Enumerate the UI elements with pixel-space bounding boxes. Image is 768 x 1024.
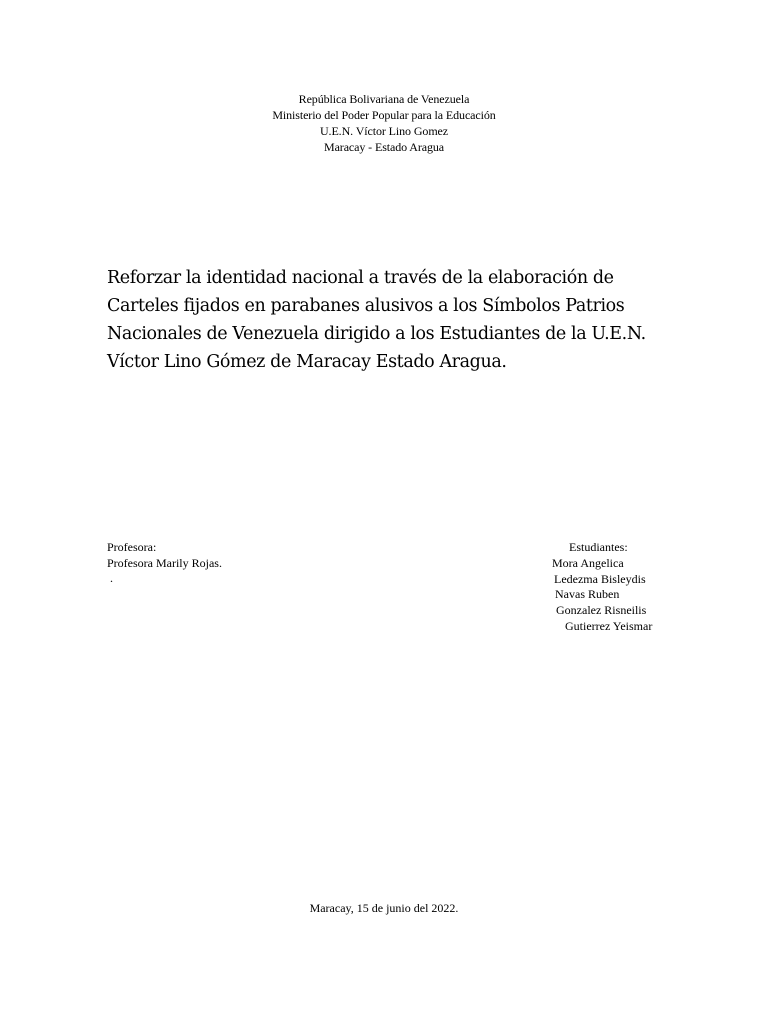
students-block: [540, 540, 700, 635]
students-label: Estudiantes:: [569, 540, 628, 554]
header-line-location: Maracay - Estado Aragua: [324, 140, 444, 154]
document-date: Maracay, 15 de junio del 2022.: [309, 901, 459, 915]
header-line-school: U.E.N. Víctor Lino Gomez: [319, 124, 449, 138]
document-title: [107, 264, 707, 376]
title-line-4: Víctor Lino Gómez de Maracay Estado Aragua.: [107, 352, 507, 372]
title-line-2: Carteles fijados en parabanes alusivos a los Símbolos Patrios: [107, 296, 625, 316]
teacher-extra: .: [110, 571, 113, 585]
student-name: Navas Ruben: [555, 587, 620, 602]
teacher-name: Profesora Marily Rojas.: [107, 555, 222, 570]
title-line-1: Reforzar la identidad nacional a través de la elaboración de: [107, 268, 614, 288]
header-line-ministry: Ministerio del Poder Popular para la Educación: [272, 108, 496, 122]
teacher-label: Profesora:: [107, 540, 157, 554]
student-name: Ledezma Bisleydis: [554, 571, 646, 586]
institution-header: [0, 91, 768, 155]
student-name: Gonzalez Risneilis: [556, 603, 647, 618]
title-line-3: Nacionales de Venezuela dirigido a los Estudiantes de la U.E.N.: [107, 324, 646, 344]
header-line-republic: República Bolivariana de Venezuela: [298, 92, 470, 106]
student-name: Gutierrez Yeismar: [565, 618, 653, 633]
teacher-block: [107, 540, 222, 587]
student-name: Mora Angelica: [552, 555, 624, 570]
